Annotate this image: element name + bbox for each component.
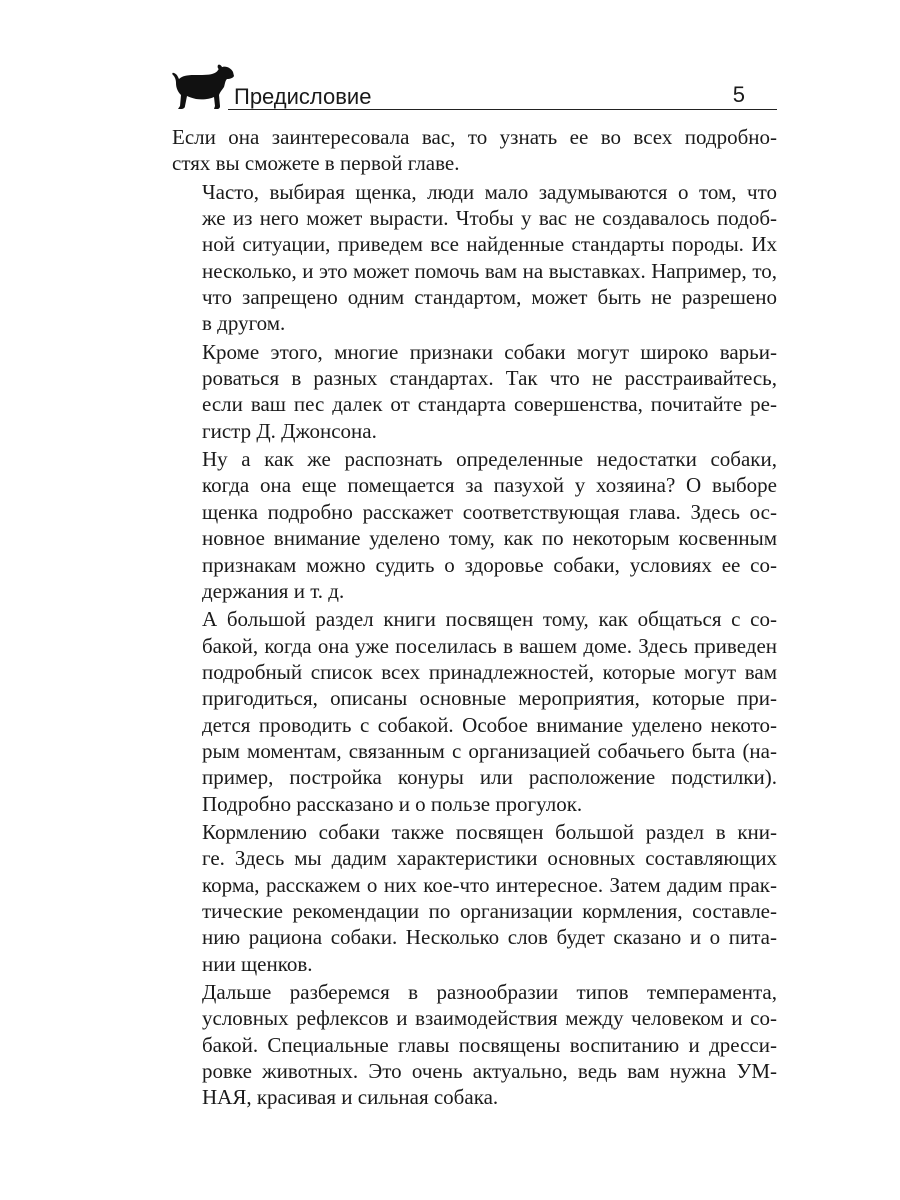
paragraph — [172, 179, 777, 337]
text-line: корма, расскажем о них кое-что интересное. Затем дадим прак- — [202, 872, 777, 897]
paragraph — [172, 819, 777, 977]
text-line: Ну а как же распознать определенные недостатки собаки, — [202, 447, 777, 472]
text-line: новное внимание уделено тому, как по некоторым косвенным — [202, 526, 777, 551]
text-line: Часто, выбирая щенка, люди мало задумываются о том, что — [202, 179, 777, 204]
text-line: щенка подробно расскажет соответствующая глава. Здесь ос- — [202, 499, 777, 524]
body-text — [172, 124, 777, 1111]
text-line: гистр Д. Джонсона. — [202, 418, 377, 443]
text-line: пример, постройка конуры или расположение подстилки). — [202, 765, 777, 790]
text-line: Кормлению собаки также посвящен большой раздел в кни- — [202, 819, 777, 844]
text-line: признакам можно судить о здоровье собаки, условиях ее со- — [202, 552, 777, 577]
text-line: Подробно рассказано и о пользе прогулок. — [202, 791, 583, 816]
paragraph — [172, 124, 777, 177]
text-line: Дальше разберемся в разнообразии типов темперамента, — [202, 980, 777, 1004]
text-line: нии щенков. — [202, 951, 313, 976]
text-line: бакой. Специальные главы посвящены воспитанию и дресси- — [202, 1032, 777, 1057]
paragraph — [172, 339, 777, 444]
text-line: А большой раздел книги посвящен тому, как общаться с со- — [202, 607, 777, 632]
paragraph — [172, 606, 777, 817]
section-title: Предисловие — [234, 84, 372, 109]
text-line: дется проводить с собакой. Особое внимание уделено некото- — [202, 712, 777, 737]
text-line: в другом. — [202, 311, 286, 336]
text-line: нию рациона собаки. Несколько слов будет сказано и о пита- — [202, 925, 777, 950]
text-line: условных рефлексов и взаимодействия между человеком и со- — [202, 1006, 777, 1031]
text-line: НАЯ, красивая и сильная собака. — [202, 1085, 499, 1110]
header-divider — [228, 109, 777, 110]
page-header — [170, 62, 777, 112]
text-line: тические рекомендации по организации кормления, составле- — [202, 898, 777, 923]
text-line: бакой, когда она уже поселилась в вашем доме. Здесь приведен — [202, 633, 777, 658]
text-line: держания и т. д. — [202, 578, 345, 603]
text-line: подробный список всех принадлежностей, которые могут вам — [202, 659, 777, 684]
text-line: когда она еще помещается за пазухой у хозяина? О выборе — [202, 473, 777, 498]
text-line: стях вы сможете в первой главе. — [172, 151, 460, 176]
text-line: ге. Здесь мы дадим характеристики основных составляющих — [202, 846, 777, 871]
text-line: ной ситуации, приведем все найденные стандарты породы. Их — [202, 232, 777, 257]
paragraph — [172, 446, 777, 604]
text-line: несколько, и это может помочь вам на выставках. Например, то, — [202, 258, 777, 283]
dog-silhouette-icon — [170, 62, 236, 110]
text-line: ровке животных. Это очень актуально, ведь вам нужна УМ- — [202, 1059, 777, 1084]
text-line: если ваш пес далек от стандарта совершенства, почитайте ре- — [202, 392, 777, 417]
text-line: же из него может вырасти. Чтобы у вас не создавалось подоб- — [202, 206, 777, 231]
text-line: рым моментам, связанным с организацией собачьего быта (на- — [202, 738, 777, 763]
page-number: 5 — [732, 82, 745, 107]
text-line: Если она заинтересовала вас, то узнать ее во всех подробно- — [172, 125, 777, 149]
text-line: пригодиться, описаны основные мероприятия, которые при- — [202, 686, 777, 711]
text-line: роваться в разных стандартах. Так что не расстраивайтесь, — [202, 366, 777, 391]
text-line: Кроме этого, многие признаки собаки могут широко варьи- — [202, 339, 777, 364]
text-line: что запрещено одним стандартом, может быть не разрешено — [202, 285, 777, 310]
paragraph — [172, 979, 777, 1111]
